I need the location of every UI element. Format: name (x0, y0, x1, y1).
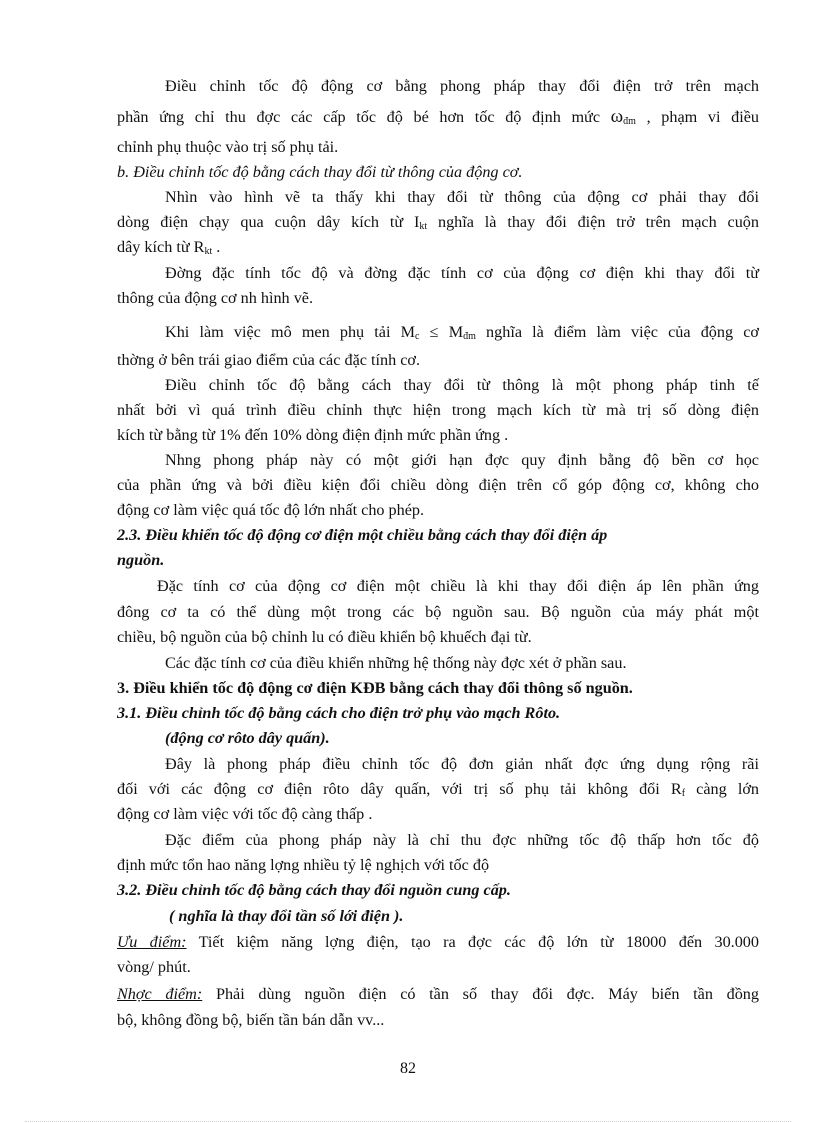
paragraph-line: phần ứng chỉ thu đợc các cấp tốc độ bé hơn tốc độ định mức $\omega_{đm}$ , phạm vi điều (117, 106, 759, 127)
paragraph-line: Đây là phong pháp điều chỉnh tốc độ đơn giản nhất đợc ứng dụng rộng rãi (165, 755, 759, 773)
paragraph-line: Nhìn vào hình vẽ ta thấy khi thay đổi từ thông của động cơ phải thay đổi (165, 188, 759, 206)
paragraph-line: của phần ứng và bởi điều kiện đổi chiều dòng điện trên cổ góp động cơ, không cho (117, 476, 759, 494)
paragraph-line: vòng/ phút. (117, 958, 191, 976)
advantages-label: Ưu điểm: (117, 933, 187, 951)
paragraph-line: thông của động cơ nh hình vẽ. (117, 289, 314, 307)
paragraph-line: Đờng đặc tính tốc độ và đờng đặc tính cơ của động cơ điện khi thay đổi từ (165, 264, 759, 282)
paragraph-line: thờng ở bên trái giao điểm của các đặc tính cơ. (117, 351, 421, 369)
paragraph-line: kích từ bằng từ 1% đến 10% dòng điện định mức phần ứng . (117, 426, 509, 444)
disadvantages-line: Nhợc điểm: Phải dùng nguồn điện có tần số thay đổi đợc. Máy biến tần đồng (117, 985, 759, 1003)
paragraph-line: Các đặc tính cơ của điều khiển những hệ thống này đợc xét ở phần sau. (165, 654, 627, 672)
paragraph-line: bộ, không đồng bộ, biến tần bán dẫn vv... (117, 1011, 385, 1029)
paragraph-line: nhất bởi vì quá trình điều chỉnh thực hiện trong mạch kích từ mà trị số dòng điện (117, 401, 759, 419)
heading-2-3-cont: nguồn. (117, 551, 165, 569)
paragraph-line: Điều chỉnh tốc độ động cơ bằng phong pháp thay đổi điện trở trên mạch (165, 77, 759, 95)
omega-symbol: ω (610, 106, 624, 127)
paragraph-line: đông cơ ta có thể dùng một trong các bộ nguồn sau. Bộ nguồn của máy phát một (117, 603, 759, 621)
paragraph-line: chỉnh phụ thuộc vào trị số phụ tải. (117, 138, 339, 156)
paragraph-line: Khi làm việc mô men phụ tải $M_c \le M_{đm}$ nghĩa là điểm làm việc của động cơ (165, 323, 759, 342)
paragraph-line: đối với các động cơ điện rôto dây quấn, với trị số phụ tải không đổi $R_f$ càng lớn (117, 780, 759, 799)
heading-3: 3. Điều khiển tốc độ động cơ điện KĐB bằng cách thay đổi thông số nguồn. (117, 679, 633, 697)
disadvantages-label: Nhợc điểm: (117, 985, 203, 1003)
paragraph-line: Đặc tính cơ của động cơ điện một chiều là khi thay đổi điện áp lên phần ứng (157, 577, 759, 595)
page-number: 82 (400, 1060, 416, 1077)
heading-2-3: 2.3. Điều khiển tốc độ động cơ điện một chiều bằng cách thay đổi điện áp (117, 526, 608, 544)
paragraph-line: Đặc điểm của phong pháp này là chỉ thu đợc những tốc độ thấp hơn tốc độ (165, 831, 759, 849)
heading-3-2: 3.2. Điều chỉnh tốc độ bằng cách thay đổi nguồn cung cấp. (117, 881, 511, 899)
subheading-b: b. Điều chỉnh tốc độ bằng cách thay đổi từ thông của động cơ. (117, 163, 523, 181)
paragraph-line: Nhng phong pháp này có một giới hạn đợc quy định bằng độ bền cơ học (165, 451, 759, 469)
heading-3-1-cont: (động cơ rôto dây quấn). (165, 729, 330, 747)
paragraph-line: dòng điện chạy qua cuộn dây kích từ $I_{kt}$ nghĩa là thay đổi điện trở trên mạch cuộn (117, 213, 759, 232)
page-divider (25, 1121, 791, 1122)
paragraph-line: định mức tổn hao năng lợng nhiều tỷ lệ nghịch với tốc độ (117, 856, 490, 874)
advantages-line: Ưu điểm: Tiết kiệm năng lợng điện, tạo ra đợc các độ lớn từ 18000 đến 30.000 (117, 933, 759, 951)
heading-3-1: 3.1. Điều chỉnh tốc độ bằng cách cho điện trở phụ vào mạch Rôto. (117, 704, 561, 722)
paragraph-line: Điều chỉnh tốc độ bằng cách thay đổi từ thông là một phong pháp tinh tế (165, 376, 759, 394)
paragraph-line: chiều, bộ nguồn của bộ chỉnh lu có điều khiển bộ khuếch đại từ. (117, 628, 532, 646)
heading-3-2-cont: ( nghĩa là thay đổi tần số lới điện ). (169, 907, 404, 925)
paragraph-line: động cơ làm việc quá tốc độ lớn nhất cho phép. (117, 501, 425, 519)
paragraph-line: động cơ làm việc với tốc độ càng thấp . (117, 805, 373, 823)
paragraph-line: dây kích từ $R_{kt}$ . (117, 238, 221, 257)
